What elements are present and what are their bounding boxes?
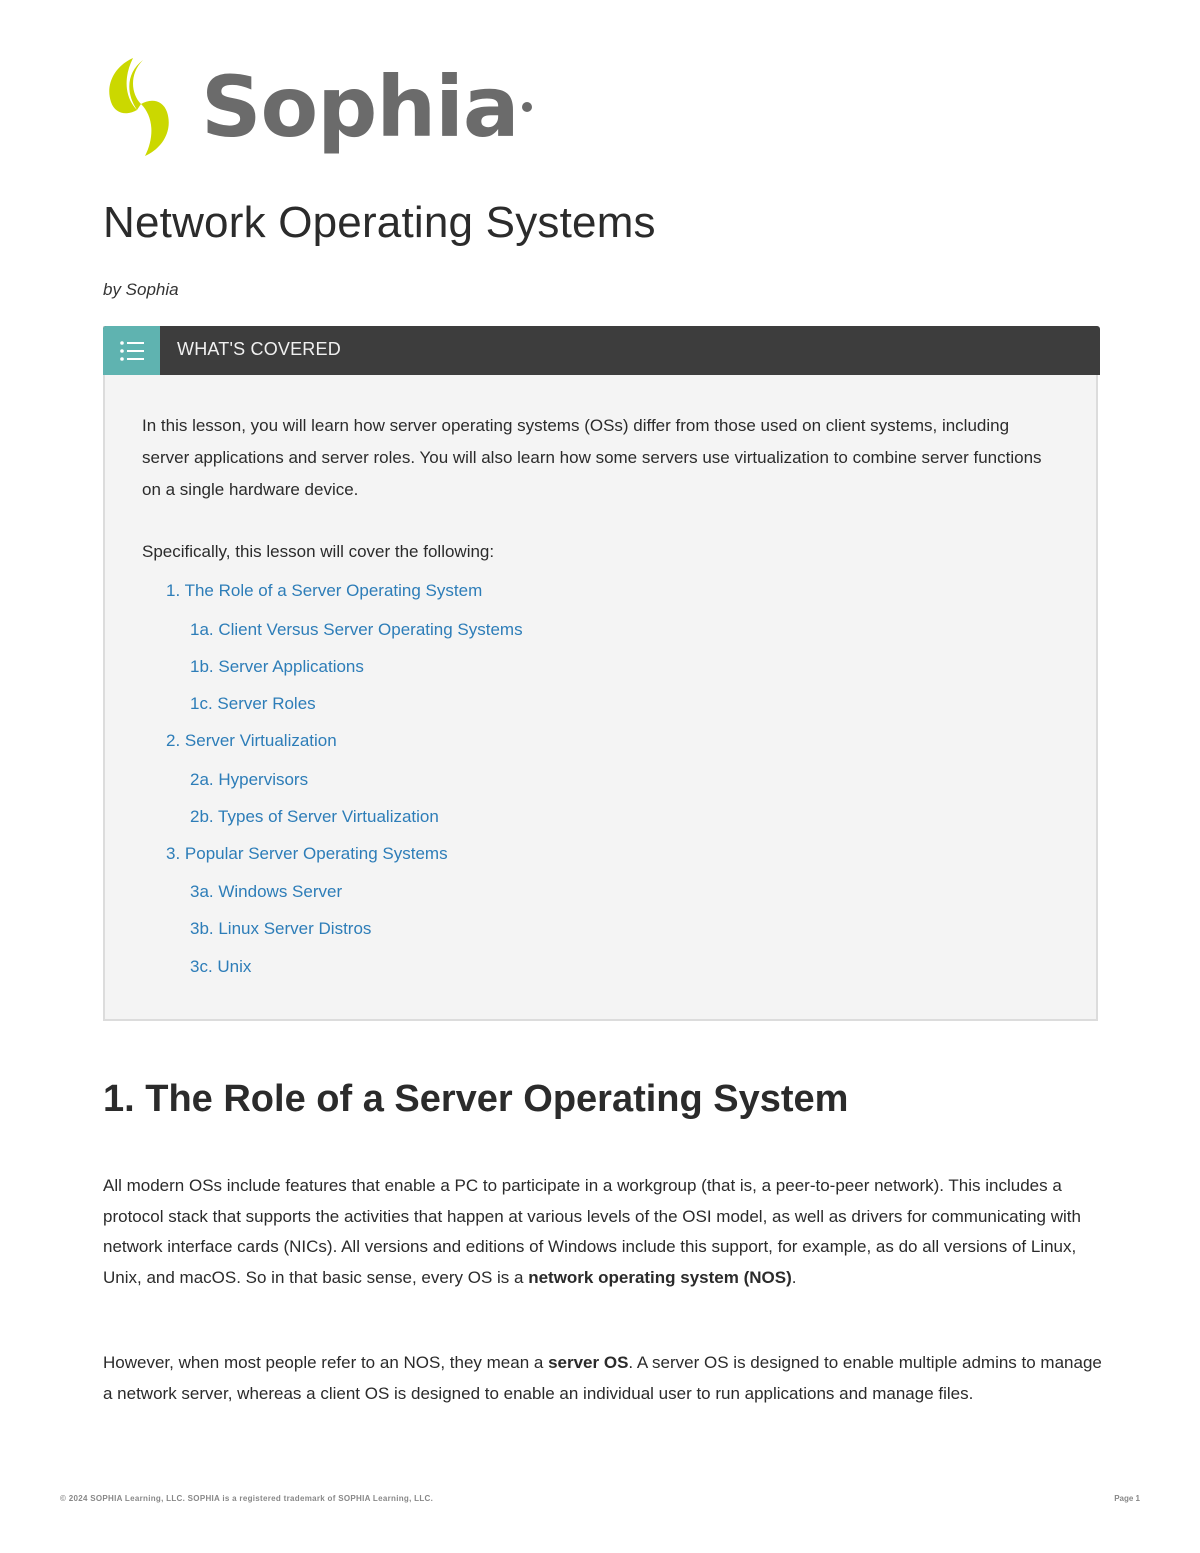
sophia-leaf-icon: [103, 56, 175, 158]
term-server-os: server OS: [548, 1353, 629, 1372]
toc-item[interactable]: 1a. Client Versus Server Operating Systems: [190, 620, 523, 639]
byline: by Sophia: [103, 280, 179, 299]
p1-text: All modern OSs include features that enable a PC to participate in a workgroup (that is, a peer-to-peer network). This includes a protocol stack that supports the activities that happen at various levels of the OSI model, as well as drivers for communicating with network interface cards (NICs). All versions and editions of Windows include this support, for example, as do all versions of Linux, Unix, and macOS. So in that basic sense, every OS is a: [103, 1176, 1081, 1287]
toc-item[interactable]: 2. Server Virtualization: [166, 731, 337, 750]
footer-copyright: © 2024 SOPHIA Learning, LLC. SOPHIA is a registered trademark of SOPHIA Learning, LLC.: [60, 1494, 434, 1503]
toc-item[interactable]: 2b. Types of Server Virtualization: [190, 807, 439, 826]
covered-intro: In this lesson, you will learn how server operating systems (OSs) differ from those used on client systems, including server applications and server roles. You will also learn how some servers use virtualization to combine server functions on a single hardware device.: [142, 416, 1042, 499]
page-title: Network Operating Systems: [103, 198, 656, 247]
toc-item[interactable]: 3b. Linux Server Distros: [190, 919, 372, 938]
p2-text: . A server OS is designed to enable multiple admins to manage a network server, whereas a client OS is designed to enable an individual user to run applications and manage files.: [103, 1353, 1102, 1403]
toc-item[interactable]: 2a. Hypervisors: [190, 770, 309, 789]
covered-specifically: Specifically, this lesson will cover the following:: [142, 542, 495, 561]
sophia-logo: [103, 55, 532, 159]
logo-dot: [522, 102, 532, 112]
logo-wordmark: Sophia: [201, 58, 519, 156]
toc-item[interactable]: 1c. Server Roles: [190, 694, 316, 713]
whats-covered-box: [103, 326, 1098, 1021]
whats-covered-title: WHAT'S COVERED: [177, 339, 341, 359]
list-icon: [103, 326, 160, 375]
paragraph-2: [103, 1348, 1103, 1409]
p1-end: .: [791, 1267, 797, 1287]
toc-item[interactable]: 1. The Role of a Server Operating System: [166, 581, 483, 600]
toc-item[interactable]: 3c. Unix: [190, 957, 252, 976]
footer-page-number: Page 1: [1114, 1494, 1140, 1503]
toc-item[interactable]: 1b. Server Applications: [190, 657, 364, 676]
section-heading: 1. The Role of a Server Operating System: [103, 1078, 849, 1120]
whats-covered-body: [142, 410, 1042, 568]
toc-item[interactable]: 3a. Windows Server: [190, 882, 343, 901]
paragraph-1: [103, 1171, 1103, 1293]
whats-covered-header: [103, 326, 1100, 375]
term-nos: network operating system (NOS): [528, 1267, 792, 1287]
toc-item[interactable]: 3. Popular Server Operating Systems: [166, 844, 448, 863]
p2-start: However, when most people refer to an NOS, they mean a: [103, 1353, 549, 1372]
